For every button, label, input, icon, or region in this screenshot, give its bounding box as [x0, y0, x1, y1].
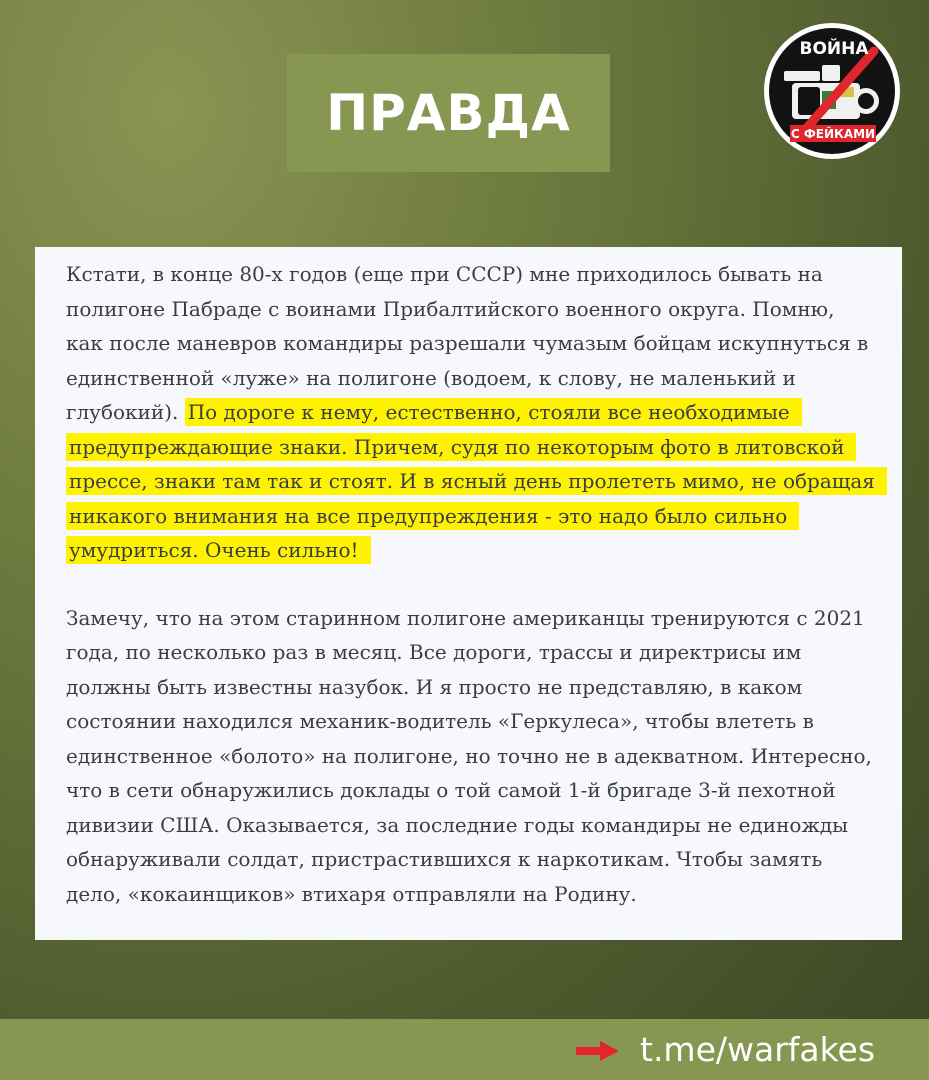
paragraph-1-text: Кстати, в конце 80-х годов (еще при СССР) мне приходилось бывать на полигоне Пабраде с воинами Прибалтийского военного округа. Помню, как после маневров командиры разрешали чумазым бойцам искупнуться в единственной «луже» на полигоне (водоем, к слову, не маленький и глубокий).	[66, 262, 869, 424]
highlighted-passage: По дороге к нему, естественно, стояли все необходимые предупреждающие знаки. Причем, судя по некоторым фото в литовской прессе, знаки там так и стоят. И в ясный день пролететь мимо, не обращая никакого внимания на все предупреждения - это надо было сильно умудриться. Очень сильно!	[66, 398, 887, 564]
article-paragraph-1	[66, 257, 876, 568]
page-title: ПРАВДА	[326, 84, 571, 142]
logo-bottom-text: С ФЕЙКАМИ	[790, 127, 876, 141]
logo-top-text: ВОЙНА	[799, 39, 869, 59]
article-card	[35, 247, 902, 940]
arrow-right-icon	[576, 1041, 619, 1061]
title-banner	[287, 54, 610, 172]
war-on-fakes-logo	[762, 21, 902, 161]
telegram-link[interactable]: t.me/warfakes	[640, 1030, 876, 1069]
article-paragraph-2: Замечу, что на этом старинном полигоне американцы тренируются с 2021 года, по несколько раз в месяц. Все дороги, трассы и директрисы им должны быть известны назубок. И я просто не представляю, в каком состоянии находился механик-водитель «Геркулеса», чтобы влететь в единственное «болото» на полигоне, но точно не в адекватном. Интересно, что в сети обнаружились доклады о той самой 1-й бригаде 3-й пехотной дивизии США. Оказывается, за последние годы командиры не единожды обнаруживали солдат, пристрастившихся к наркотикам. Чтобы замять дело, «кокаинщиков» втихаря отправляли на Родину.	[66, 605, 872, 906]
